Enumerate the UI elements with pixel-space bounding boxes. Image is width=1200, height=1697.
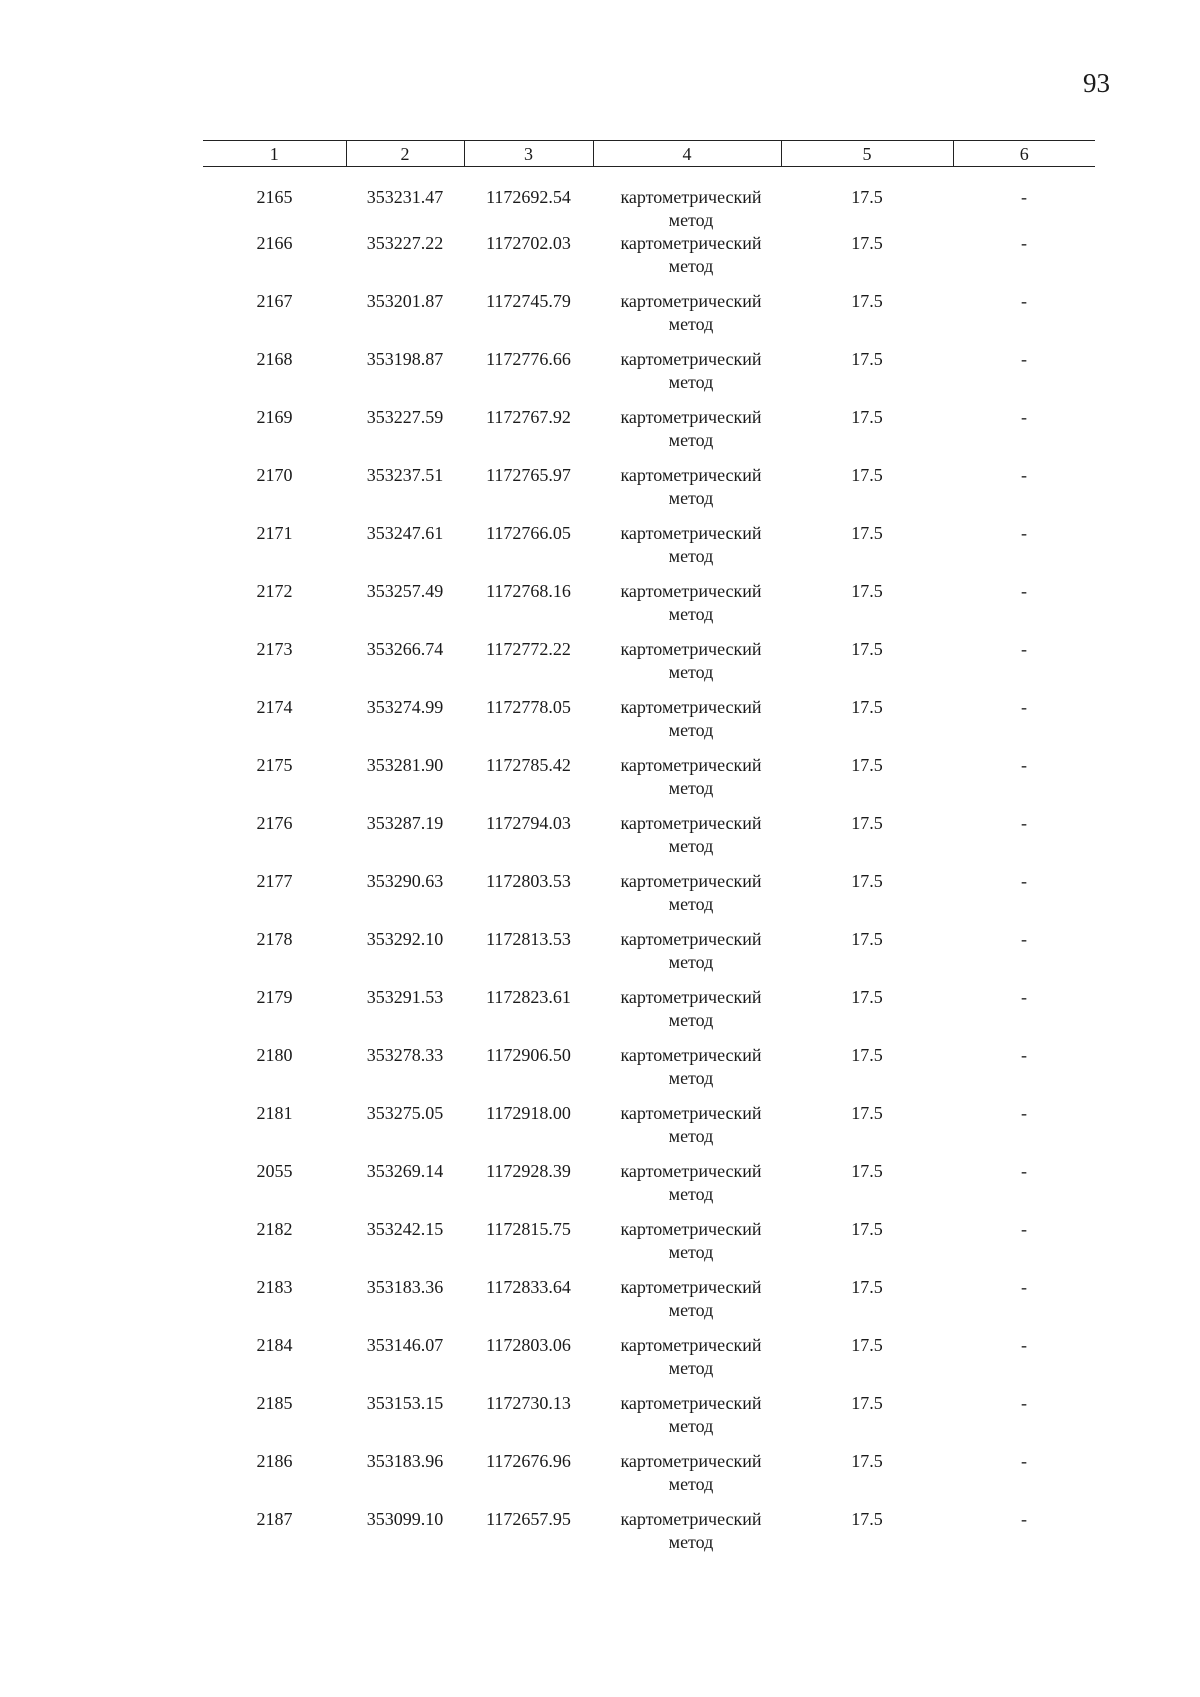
note-cell: - [1021, 187, 1027, 207]
method-text-line-1: картометрический [620, 1335, 762, 1355]
note-cell: - [1021, 291, 1027, 311]
method-cell [593, 522, 781, 580]
point-number-cell: 2055 [256, 1161, 293, 1181]
table-header-row [203, 141, 1095, 167]
method-text-line-1: картометрический [620, 871, 762, 891]
y-coordinate-cell: 1172803.06 [486, 1335, 571, 1355]
note-cell: - [1021, 581, 1027, 601]
table-header [203, 141, 1095, 167]
column-header-3: 3 [464, 141, 593, 167]
point-number-cell: 2165 [256, 187, 293, 207]
x-coordinate-cell: 353290.63 [366, 871, 444, 891]
method-text-line-2: метод [668, 488, 714, 508]
method-cell [593, 232, 781, 290]
accuracy-cell: 17.5 [851, 349, 883, 369]
method-text-line-1: картометрический [620, 407, 762, 427]
method-cell [593, 696, 781, 754]
x-coordinate-cell: 353292.10 [366, 929, 444, 949]
accuracy-cell: 17.5 [851, 1161, 883, 1181]
y-coordinate-cell: 1172906.50 [486, 1045, 571, 1065]
accuracy-cell: 17.5 [851, 871, 883, 891]
y-coordinate-cell: 1172765.97 [486, 465, 571, 485]
point-number-cell: 2172 [256, 581, 293, 601]
method-text-line-2: метод [668, 1532, 714, 1552]
method-text-line-2: метод [668, 662, 714, 682]
method-text-line-1: картометрический [620, 581, 762, 601]
x-coordinate-cell: 353237.51 [366, 465, 444, 485]
method-text-line-1: картометрический [620, 291, 762, 311]
method-text-line-1: картометрический [620, 1219, 762, 1239]
table-row [203, 1102, 1095, 1160]
method-text-line-2: метод [668, 1184, 714, 1204]
x-coordinate-cell: 353291.53 [366, 987, 444, 1007]
y-coordinate-cell: 1172823.61 [486, 987, 571, 1007]
method-text-line-2: метод [668, 720, 714, 740]
method-cell [593, 1450, 781, 1508]
x-coordinate-cell: 353247.61 [366, 523, 444, 543]
table-row [203, 1044, 1095, 1102]
method-text-line-1: картометрический [620, 523, 762, 543]
accuracy-cell: 17.5 [851, 639, 883, 659]
method-text-line-2: метод [668, 210, 714, 230]
method-cell [593, 812, 781, 870]
method-text-line-2: метод [668, 952, 714, 972]
table-row [203, 290, 1095, 348]
method-text-line-2: метод [668, 1474, 714, 1494]
method-text-line-2: метод [668, 430, 714, 450]
y-coordinate-cell: 1172767.92 [486, 407, 571, 427]
accuracy-cell: 17.5 [851, 581, 883, 601]
point-number-cell: 2170 [256, 465, 293, 485]
accuracy-cell: 17.5 [851, 755, 883, 775]
method-text-line-2: метод [668, 546, 714, 566]
table-row [203, 522, 1095, 580]
accuracy-cell: 17.5 [851, 233, 883, 253]
note-cell: - [1021, 987, 1027, 1007]
method-text-line-1: картометрический [620, 697, 762, 717]
method-text-line-2: метод [668, 1416, 714, 1436]
method-cell [593, 1508, 781, 1566]
point-number-cell: 2179 [256, 987, 293, 1007]
accuracy-cell: 17.5 [851, 465, 883, 485]
y-coordinate-cell: 1172776.66 [486, 349, 571, 369]
method-cell [593, 1218, 781, 1276]
x-coordinate-cell: 353198.87 [366, 349, 444, 369]
method-cell [593, 290, 781, 348]
accuracy-cell: 17.5 [851, 987, 883, 1007]
note-cell: - [1021, 1335, 1027, 1355]
method-text-line-2: метод [668, 836, 714, 856]
note-cell: - [1021, 1451, 1027, 1471]
method-cell [593, 870, 781, 928]
table-row [203, 754, 1095, 812]
note-cell: - [1021, 755, 1027, 775]
accuracy-cell: 17.5 [851, 523, 883, 543]
method-cell [593, 986, 781, 1044]
x-coordinate-cell: 353274.99 [366, 697, 444, 717]
x-coordinate-cell: 353227.59 [366, 407, 444, 427]
point-number-cell: 2166 [256, 233, 293, 253]
method-text-line-1: картометрический [620, 349, 762, 369]
note-cell: - [1021, 929, 1027, 949]
accuracy-cell: 17.5 [851, 1393, 883, 1413]
y-coordinate-cell: 1172772.22 [486, 639, 571, 659]
method-text-line-2: метод [668, 604, 714, 624]
table-row [203, 986, 1095, 1044]
method-text-line-1: картометрический [620, 1509, 762, 1529]
column-header-4: 4 [593, 141, 781, 167]
x-coordinate-cell: 353201.87 [366, 291, 444, 311]
method-text-line-1: картометрический [620, 639, 762, 659]
accuracy-cell: 17.5 [851, 697, 883, 717]
point-number-cell: 2173 [256, 639, 293, 659]
method-text-line-1: картометрический [620, 755, 762, 775]
note-cell: - [1021, 1393, 1027, 1413]
accuracy-cell: 17.5 [851, 1509, 883, 1529]
table-row [203, 406, 1095, 464]
table-row [203, 812, 1095, 870]
method-text-line-1: картометрический [620, 1045, 762, 1065]
x-coordinate-cell: 353183.36 [366, 1277, 444, 1297]
method-cell [593, 1160, 781, 1218]
point-number-cell: 2183 [256, 1277, 293, 1297]
x-coordinate-cell: 353257.49 [366, 581, 444, 601]
y-coordinate-cell: 1172676.96 [486, 1451, 571, 1471]
point-number-cell: 2186 [256, 1451, 293, 1471]
method-text-line-2: метод [668, 894, 714, 914]
method-cell [593, 638, 781, 696]
note-cell: - [1021, 349, 1027, 369]
method-text-line-2: метод [668, 1010, 714, 1030]
accuracy-cell: 17.5 [851, 929, 883, 949]
note-cell: - [1021, 871, 1027, 891]
accuracy-cell: 17.5 [851, 1103, 883, 1123]
x-coordinate-cell: 353146.07 [366, 1335, 444, 1355]
accuracy-cell: 17.5 [851, 187, 883, 207]
method-text-line-1: картометрический [620, 929, 762, 949]
table-row [203, 870, 1095, 928]
y-coordinate-cell: 1172730.13 [486, 1393, 571, 1413]
accuracy-cell: 17.5 [851, 291, 883, 311]
method-text-line-2: метод [668, 1358, 714, 1378]
point-number-cell: 2167 [256, 291, 293, 311]
point-number-cell: 2180 [256, 1045, 293, 1065]
column-header-5: 5 [781, 141, 953, 167]
point-number-cell: 2176 [256, 813, 293, 833]
page-number: 93 [1083, 68, 1110, 98]
method-cell [593, 406, 781, 464]
accuracy-cell: 17.5 [851, 1219, 883, 1239]
table-row [203, 1160, 1095, 1218]
point-number-cell: 2187 [256, 1509, 293, 1529]
accuracy-cell: 17.5 [851, 1045, 883, 1065]
y-coordinate-cell: 1172702.03 [486, 233, 571, 253]
point-number-cell: 2174 [256, 697, 293, 717]
method-text-line-1: картометрический [620, 1161, 762, 1181]
table-row [203, 167, 1095, 233]
note-cell: - [1021, 813, 1027, 833]
column-header-6: 6 [953, 141, 1095, 167]
y-coordinate-cell: 1172918.00 [486, 1103, 571, 1123]
y-coordinate-cell: 1172813.53 [486, 929, 571, 949]
method-cell [593, 1392, 781, 1450]
table-row [203, 638, 1095, 696]
method-text-line-2: метод [668, 778, 714, 798]
point-number-cell: 2169 [256, 407, 293, 427]
method-cell [593, 167, 781, 233]
x-coordinate-cell: 353266.74 [366, 639, 444, 659]
table-row [203, 1508, 1095, 1566]
note-cell: - [1021, 1219, 1027, 1239]
note-cell: - [1021, 1161, 1027, 1181]
y-coordinate-cell: 1172745.79 [486, 291, 571, 311]
table-row [203, 232, 1095, 290]
y-coordinate-cell: 1172803.53 [486, 871, 571, 891]
y-coordinate-cell: 1172928.39 [486, 1161, 571, 1181]
method-cell [593, 464, 781, 522]
method-cell [593, 1276, 781, 1334]
table-row [203, 1392, 1095, 1450]
table-row [203, 464, 1095, 522]
table-row [203, 696, 1095, 754]
method-text-line-1: картометрический [620, 233, 762, 253]
point-number-cell: 2171 [256, 523, 293, 543]
method-text-line-1: картометрический [620, 465, 762, 485]
method-text-line-1: картометрический [620, 1277, 762, 1297]
method-text-line-2: метод [668, 256, 714, 276]
method-text-line-2: метод [668, 314, 714, 334]
column-header-2: 2 [346, 141, 464, 167]
column-header-1: 1 [203, 141, 346, 167]
x-coordinate-cell: 353153.15 [366, 1393, 444, 1413]
note-cell: - [1021, 1045, 1027, 1065]
x-coordinate-cell: 353227.22 [366, 233, 444, 253]
y-coordinate-cell: 1172692.54 [486, 187, 571, 207]
y-coordinate-cell: 1172815.75 [486, 1219, 571, 1239]
y-coordinate-cell: 1172657.95 [486, 1509, 571, 1529]
accuracy-cell: 17.5 [851, 407, 883, 427]
coordinates-table [203, 140, 1095, 1566]
x-coordinate-cell: 353269.14 [366, 1161, 444, 1181]
y-coordinate-cell: 1172833.64 [486, 1277, 571, 1297]
table-row [203, 1450, 1095, 1508]
x-coordinate-cell: 353183.96 [366, 1451, 444, 1471]
method-text-line-1: картометрический [620, 813, 762, 833]
method-text-line-2: метод [668, 372, 714, 392]
point-number-cell: 2182 [256, 1219, 293, 1239]
method-cell [593, 1334, 781, 1392]
y-coordinate-cell: 1172794.03 [486, 813, 571, 833]
note-cell: - [1021, 697, 1027, 717]
x-coordinate-cell: 353287.19 [366, 813, 444, 833]
accuracy-cell: 17.5 [851, 1277, 883, 1297]
method-text-line-1: картометрический [620, 987, 762, 1007]
note-cell: - [1021, 523, 1027, 543]
method-text-line-2: метод [668, 1126, 714, 1146]
x-coordinate-cell: 353275.05 [366, 1103, 444, 1123]
x-coordinate-cell: 353099.10 [366, 1509, 444, 1529]
method-cell [593, 1102, 781, 1160]
point-number-cell: 2177 [256, 871, 293, 891]
point-number-cell: 2184 [256, 1335, 293, 1355]
x-coordinate-cell: 353281.90 [366, 755, 444, 775]
method-cell [593, 348, 781, 406]
method-cell [593, 928, 781, 986]
method-text-line-1: картометрический [620, 1393, 762, 1413]
table-row [203, 1218, 1095, 1276]
method-text-line-1: картометрический [620, 1103, 762, 1123]
accuracy-cell: 17.5 [851, 1335, 883, 1355]
note-cell: - [1021, 639, 1027, 659]
table-row [203, 1276, 1095, 1334]
accuracy-cell: 17.5 [851, 813, 883, 833]
y-coordinate-cell: 1172785.42 [486, 755, 571, 775]
note-cell: - [1021, 1277, 1027, 1297]
x-coordinate-cell: 353278.33 [366, 1045, 444, 1065]
y-coordinate-cell: 1172778.05 [486, 697, 571, 717]
method-cell [593, 1044, 781, 1102]
point-number-cell: 2181 [256, 1103, 293, 1123]
note-cell: - [1021, 1509, 1027, 1529]
table-row [203, 580, 1095, 638]
accuracy-cell: 17.5 [851, 1451, 883, 1471]
point-number-cell: 2178 [256, 929, 293, 949]
x-coordinate-cell: 353231.47 [366, 187, 444, 207]
note-cell: - [1021, 407, 1027, 427]
y-coordinate-cell: 1172768.16 [486, 581, 571, 601]
method-text-line-2: метод [668, 1242, 714, 1262]
x-coordinate-cell: 353242.15 [366, 1219, 444, 1239]
point-number-cell: 2175 [256, 755, 293, 775]
table-row [203, 928, 1095, 986]
note-cell: - [1021, 465, 1027, 485]
table-row [203, 348, 1095, 406]
method-text-line-1: картометрический [620, 187, 762, 207]
method-text-line-1: картометрический [620, 1451, 762, 1471]
table-body [203, 167, 1095, 1567]
method-text-line-2: метод [668, 1300, 714, 1320]
method-cell [593, 580, 781, 638]
table-row [203, 1334, 1095, 1392]
point-number-cell: 2168 [256, 349, 293, 369]
y-coordinate-cell: 1172766.05 [486, 523, 571, 543]
method-text-line-2: метод [668, 1068, 714, 1088]
note-cell: - [1021, 1103, 1027, 1123]
method-cell [593, 754, 781, 812]
note-cell: - [1021, 233, 1027, 253]
point-number-cell: 2185 [256, 1393, 293, 1413]
